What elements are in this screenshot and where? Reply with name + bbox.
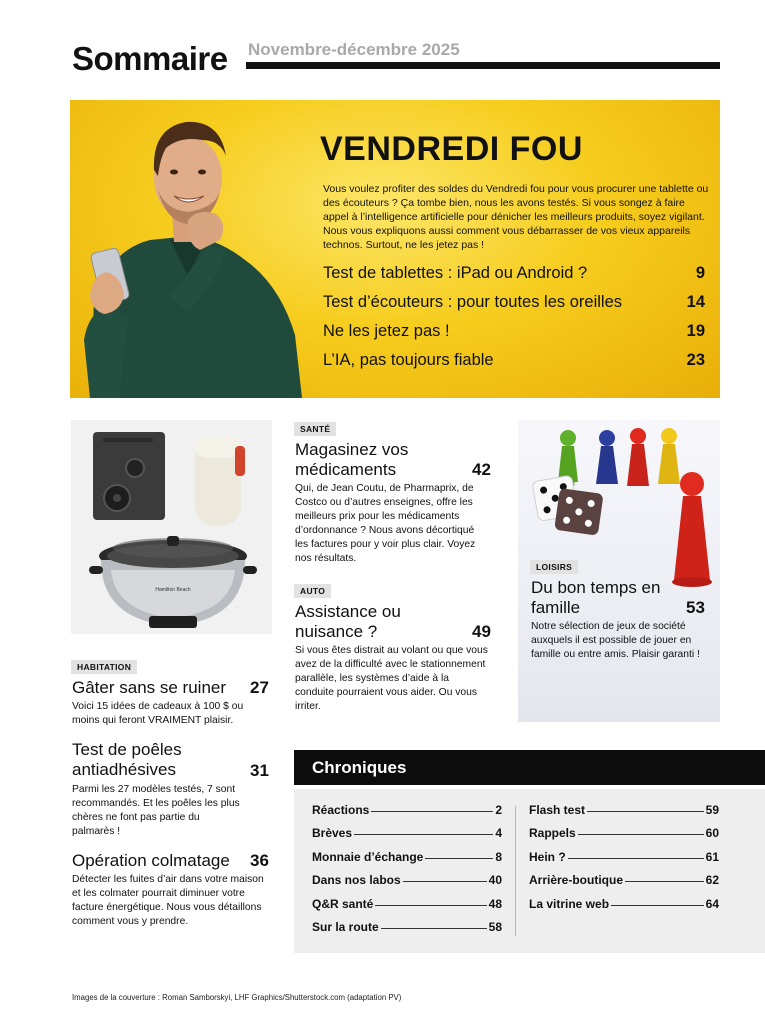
leader-line <box>625 881 704 882</box>
chronique-page: 40 <box>488 873 502 888</box>
chronique-link[interactable] <box>529 897 719 920</box>
article-title[interactable]: Du bon temps en famille <box>531 578 661 617</box>
chroniques-title: Chroniques <box>312 758 407 777</box>
chronique-link[interactable] <box>529 873 719 896</box>
article-description: Qui, de Jean Coutu, de Pharmaprix, de Costco ou d’autres enseignes, offre les meilleurs prix pour les médicaments d’ordonnance ? Nous avons décortiqué les factures pour y voir plus clair. Voyez nos résultats. <box>295 483 476 564</box>
hero-intro: Vous voulez profiter des soldes du Vendredi fou pour vous procurer une tablette ou des écouteurs ? Ça tombe bien, nous les avons testés. Si vous songez à faire appel à l’intelligence artificielle pour dénicher les meilleurs produits, soyez vigilant. Nous vous expliquons aussi comment vous débarrasser de vos vieux appareils technos. Surtout, ne les jetez pas ! <box>323 183 709 251</box>
chronique-link[interactable] <box>529 826 719 849</box>
article-title[interactable]: Opération colmatage <box>72 851 230 870</box>
chronique-name: Flash test <box>529 803 586 817</box>
chronique-page: 8 <box>495 849 502 864</box>
chronique-link[interactable] <box>312 826 502 849</box>
chronique-name: Rappels <box>529 826 576 841</box>
leader-line <box>354 834 493 835</box>
chronique-link[interactable] <box>529 803 719 826</box>
chronique-link[interactable] <box>312 803 502 826</box>
chronique-page: 59 <box>705 803 719 817</box>
leader-line <box>403 881 487 882</box>
section-tag-habitation: HABITATION <box>71 660 137 674</box>
article-description: Parmi les 27 modèles testés, 7 sont recommandés. Et les poêles les plus chères ne font pas partie du palmarès ! <box>72 784 240 837</box>
chroniques-divider <box>515 806 516 936</box>
chronique-page: 62 <box>705 873 719 888</box>
appliances-photo <box>71 420 272 634</box>
chronique-name: Dans nos labos <box>312 873 401 888</box>
issue-date: Novembre-décembre 2025 <box>248 40 460 59</box>
hero-article-title: L’IA, pas toujours fiable <box>323 351 494 369</box>
hero-article-link[interactable] <box>323 351 705 380</box>
article-title[interactable]: Magasinez vos médicaments <box>295 440 409 479</box>
leader-line <box>587 811 704 812</box>
section-tag-loisirs: LOISIRS <box>530 560 578 574</box>
chronique-name: La vitrine web <box>529 896 610 911</box>
chronique-link[interactable] <box>312 873 502 896</box>
article-page: 31 <box>250 761 269 780</box>
leader-line <box>381 928 487 929</box>
hero-article-page: 14 <box>686 293 705 311</box>
header-rule <box>246 62 720 69</box>
article-page: 27 <box>250 678 269 697</box>
chronique-link[interactable] <box>312 897 502 920</box>
appliance-brand-label: Hamilton Beach <box>155 587 191 593</box>
chronique-name: Hein ? <box>529 849 566 864</box>
chronique-page: 60 <box>705 826 719 841</box>
chronique-link[interactable] <box>312 850 502 873</box>
hero-article-page: 19 <box>686 322 705 340</box>
chronique-name: Monnaie d’échange <box>312 849 424 864</box>
article-description: Si vous êtes distrait au volant ou que vous avez de la difficulté avec le stationnement parallèle, les systèmes d’aide à la conduite pourraient vous aider. Ou vous irriter. <box>295 645 488 712</box>
leader-line <box>568 858 704 859</box>
article-description: Notre sélection de jeux de société auxquels il est possible de jouer en famille ou entre amis. Plaisir garanti ! <box>531 621 700 660</box>
chronique-page: 2 <box>495 803 502 817</box>
page-title: Sommaire <box>72 40 228 77</box>
article-page: 49 <box>472 622 491 641</box>
article-description: Voici 15 idées de cadeaux à 100 $ ou moins qui feront VRAIMENT plaisir. <box>72 701 244 726</box>
chronique-name: Q&R santé <box>312 896 374 911</box>
smiling-man-with-phone-illustration <box>70 100 310 398</box>
section-tag-sante: SANTÉ <box>294 422 336 436</box>
hero-article-page: 23 <box>686 351 705 369</box>
chronique-page: 64 <box>705 896 719 911</box>
chronique-link[interactable] <box>529 850 719 873</box>
hero-article-title: Test de tablettes : iPad ou Android ? <box>323 264 588 282</box>
article-page: 53 <box>686 598 705 617</box>
chronique-page: 4 <box>495 826 502 841</box>
article-title[interactable]: Gâter sans se ruiner <box>72 678 227 697</box>
leader-line <box>578 834 704 835</box>
hero-article-link[interactable] <box>323 322 705 351</box>
leader-line <box>611 905 704 906</box>
leader-line <box>375 905 486 906</box>
article-description: Détecter les fuites d’air dans votre maison et les colmater pourrait diminuer votre facture énergétique. Nous vous détaillons comment vous y prendre. <box>72 874 264 927</box>
hero-panel <box>70 100 720 398</box>
section-tag-auto: AUTO <box>294 584 331 598</box>
chroniques-header <box>294 750 765 785</box>
article-page: 36 <box>250 851 269 870</box>
article-page: 42 <box>472 460 491 479</box>
hero-article-link[interactable] <box>323 264 705 293</box>
leader-line <box>371 811 493 812</box>
hero-article-page: 9 <box>695 264 705 282</box>
leader-line <box>425 858 493 859</box>
chronique-page: 58 <box>488 919 502 934</box>
hero-article-title: Test d’écouteurs : pour toutes les oreilles <box>323 293 622 311</box>
hero-article-title: Ne les jetez pas ! <box>323 322 450 340</box>
article-title[interactable]: Assistance ou nuisance ? <box>295 602 401 641</box>
chroniques-column-left <box>312 803 502 943</box>
chronique-page: 48 <box>488 896 502 911</box>
chronique-name: Réactions <box>312 803 370 817</box>
chronique-page: 61 <box>705 849 719 864</box>
chronique-name: Sur la route <box>312 919 379 934</box>
hero-article-link[interactable] <box>323 293 705 322</box>
hero-title: VENDREDI FOU <box>320 130 583 168</box>
article-title[interactable]: Test de poêles antiadhésives <box>72 740 182 779</box>
chronique-link[interactable] <box>312 920 502 943</box>
hero-article-list <box>323 264 705 380</box>
chronique-name: Brèves <box>312 826 353 841</box>
appliances-illustration <box>71 420 272 634</box>
chroniques-column-right <box>529 803 719 920</box>
chronique-name: Arrière-boutique <box>529 873 624 888</box>
image-credit: Images de la couverture : Roman Samborskyi, LHF Graphics/Shutterstock.com (adaptation PV) <box>72 993 402 1002</box>
